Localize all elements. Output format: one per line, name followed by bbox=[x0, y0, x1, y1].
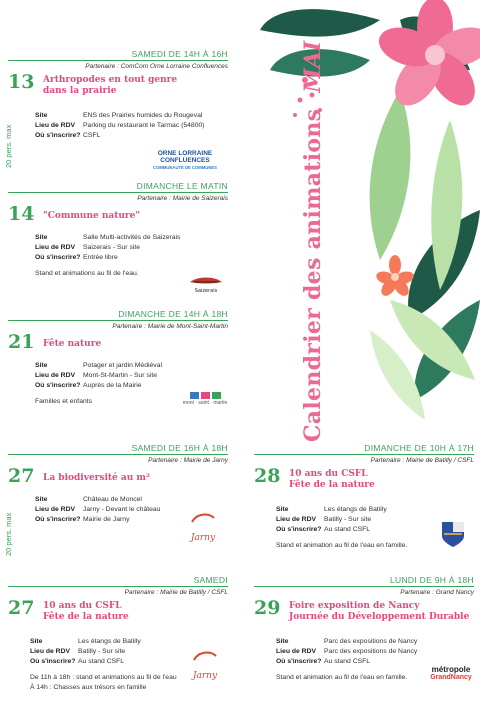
register-value: Mairie de Jarny bbox=[83, 516, 130, 523]
register-value: Au stand CSFL bbox=[78, 658, 125, 665]
event-title-line2: Fête de la nature bbox=[289, 480, 375, 490]
rdv-label: Lieu de RDV bbox=[35, 244, 76, 251]
event-day: 28 bbox=[254, 465, 281, 487]
register-label: Où s'inscrire? bbox=[35, 254, 81, 261]
register-value: Auprès de la Mairie bbox=[83, 382, 142, 389]
event-day: 29 bbox=[254, 597, 281, 619]
rdv-label: Lieu de RDV bbox=[35, 506, 76, 513]
register-value: CSFL bbox=[83, 132, 101, 139]
event-title: Fête nature bbox=[43, 339, 102, 349]
page-title bbox=[300, 41, 326, 442]
event-note: Stand et animation au fil de l'eau en famille. bbox=[276, 542, 408, 549]
site-label: Site bbox=[35, 362, 48, 369]
jarny-logo bbox=[190, 648, 220, 686]
capacity-label: 20 pers. max bbox=[4, 124, 13, 168]
site-label: Site bbox=[35, 496, 48, 503]
event-card bbox=[8, 46, 228, 141]
event-card bbox=[8, 178, 228, 279]
event-schedule: DIMANCHE DE 10H À 17H bbox=[364, 443, 474, 453]
metropole-grand-nancy-logo bbox=[426, 666, 476, 682]
msm-logo-text: mont · saint · martin bbox=[182, 400, 228, 406]
site-value: Les étangs de Batilly bbox=[324, 506, 387, 513]
rdv-value: Parking du restaurant le Tarmac (54800) bbox=[83, 122, 205, 129]
capacity-label: 20 pers. max bbox=[4, 512, 13, 556]
event-schedule: SAMEDI bbox=[193, 575, 228, 585]
rdv-value: Mont-St-Martin - Sur site bbox=[83, 372, 158, 379]
event-title-line2: Fête de la nature bbox=[43, 612, 129, 622]
site-label: Site bbox=[30, 638, 43, 645]
site-label: Site bbox=[35, 112, 48, 119]
event-schedule: SAMEDI DE 14H À 16H bbox=[131, 49, 228, 59]
rdv-value: Parc des expositions de Nancy bbox=[324, 648, 418, 655]
rdv-value: Batilly - Sur site bbox=[78, 648, 126, 655]
floral-decoration bbox=[250, 0, 480, 440]
event-title: "Commune nature" bbox=[43, 211, 141, 221]
event-schedule: DIMANCHE LE MATIN bbox=[136, 181, 228, 191]
metro-logo-top: métropole bbox=[431, 665, 471, 674]
event-partner: Partenaire : Mairie de Jarny bbox=[148, 457, 228, 464]
register-value: Au stand CSFL bbox=[324, 658, 371, 665]
event-note-2: À 14h : Chasses aux trésors en famille bbox=[30, 684, 147, 691]
event-note: De 11h à 18h : stand et animations au fil de l'eau bbox=[30, 674, 177, 681]
rdv-value: Batilly - Sur site bbox=[324, 516, 372, 523]
event-schedule: LUNDI DE 9H À 18H bbox=[390, 575, 474, 585]
event-note: Stand et animations au fil de l'eau. bbox=[35, 270, 139, 277]
event-title: La biodiversité au m² bbox=[43, 473, 150, 483]
event-title-line2: Journée du Développement Durable bbox=[289, 612, 470, 622]
register-label: Où s'inscrire? bbox=[30, 658, 76, 665]
site-value: Salle Multi-activités de Saizerais bbox=[83, 234, 181, 241]
register-label: Où s'inscrire? bbox=[35, 382, 81, 389]
site-label: Site bbox=[35, 234, 48, 241]
occ-logo bbox=[140, 150, 230, 171]
event-day: 14 bbox=[8, 203, 35, 225]
occ-logo-sub: COMMUNAUTÉ DE COMMUNES bbox=[153, 165, 217, 170]
event-partner: Partenaire : Mairie de Batilly / CSFL bbox=[370, 457, 474, 464]
register-label: Où s'inscrire? bbox=[35, 516, 81, 523]
event-schedule: DIMANCHE DE 14H À 18H bbox=[118, 309, 228, 319]
event-title: 10 ans du CSFL bbox=[289, 469, 368, 479]
register-value: Au stand CSFL bbox=[324, 526, 371, 533]
event-day: 27 bbox=[8, 465, 35, 487]
event-note: Stand et animation au fil de l'eau en famille. bbox=[276, 674, 408, 681]
register-label: Où s'inscrire? bbox=[276, 658, 322, 665]
title-month: MAI bbox=[300, 40, 326, 93]
rdv-label: Lieu de RDV bbox=[276, 516, 317, 523]
rdv-label: Lieu de RDV bbox=[30, 648, 71, 655]
site-label: Site bbox=[276, 638, 289, 645]
register-label: Où s'inscrire? bbox=[35, 132, 81, 139]
site-value: Les étangs de Batilly bbox=[78, 638, 141, 645]
event-partner: Partenaire : Mairie de Mont-Saint-Martin bbox=[112, 323, 228, 330]
event-day: 27 bbox=[8, 597, 35, 619]
register-label: Où s'inscrire? bbox=[276, 526, 322, 533]
event-partner: Partenaire : Mairie de Saizerais bbox=[137, 195, 228, 202]
jarny-logo bbox=[188, 510, 218, 548]
event-schedule: SAMEDI DE 16H À 18H bbox=[131, 443, 228, 453]
event-title: Arthropodes en tout genre bbox=[43, 75, 178, 85]
event-note: Familles et enfants bbox=[35, 398, 93, 405]
jarny-logo-text: Jarny bbox=[192, 671, 218, 681]
mont-saint-martin-logo bbox=[180, 392, 230, 406]
event-partner: Partenaire : Mairie de Batilly / CSFL bbox=[124, 589, 228, 596]
rdv-label: Lieu de RDV bbox=[35, 372, 76, 379]
title-main: Calendrier des animations bbox=[300, 108, 326, 442]
rdv-value: Jarny - Devant le château bbox=[83, 506, 161, 513]
site-value: Potager et jardin Médiéval bbox=[83, 362, 162, 369]
rdv-value: Saizerais - Sur site bbox=[83, 244, 141, 251]
event-partner: Partenaire : Grand Nancy bbox=[400, 589, 474, 596]
site-value: Parc des expositions de Nancy bbox=[324, 638, 418, 645]
occ-logo-name: ORNE LORRAINE CONFLUENCES bbox=[157, 150, 213, 164]
event-title: 10 ans du CSFL bbox=[43, 601, 122, 611]
event-title: Foire exposition de Nancy bbox=[289, 601, 420, 611]
saizerais-logo bbox=[188, 274, 224, 294]
event-day: 13 bbox=[8, 71, 35, 93]
event-title-line2: dans la prairie bbox=[43, 86, 117, 96]
event-partner: Partenaire : ComCom Orne Lorraine Confluences bbox=[85, 63, 228, 70]
event-day: 21 bbox=[8, 331, 35, 353]
site-value: Château de Moncel bbox=[83, 496, 142, 503]
rdv-label: Lieu de RDV bbox=[35, 122, 76, 129]
site-value: ENS des Prairies humides du Rougeval bbox=[83, 112, 203, 119]
site-label: Site bbox=[276, 506, 289, 513]
batilly-crest-logo bbox=[440, 520, 466, 548]
metro-logo-bottom: GrandNancy bbox=[430, 674, 472, 681]
jarny-logo-text: Jarny bbox=[190, 533, 216, 543]
register-value: Entrée libre bbox=[83, 254, 118, 261]
rdv-label: Lieu de RDV bbox=[276, 648, 317, 655]
saizerais-logo-text: Saizerais bbox=[194, 288, 218, 294]
